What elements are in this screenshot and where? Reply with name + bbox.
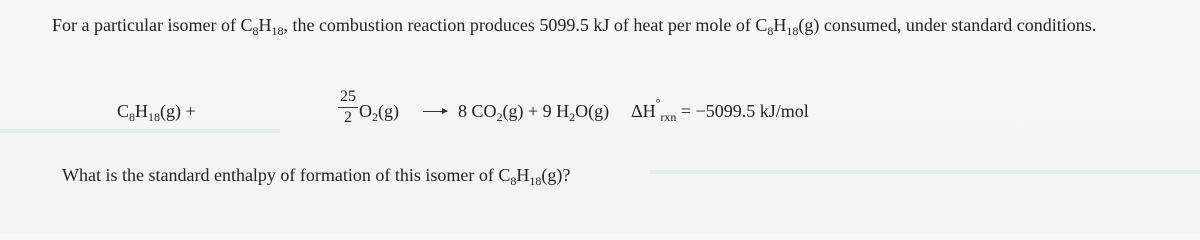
intro-text: H xyxy=(258,15,272,35)
delta-h-symbol: ΔH xyxy=(631,101,656,121)
fraction-numerator: 25 xyxy=(338,88,358,108)
problem-question: What is the standard enthalpy of formation of this isomer of $C_8H_{18}(g)$? xyxy=(62,165,571,188)
subscript: 18 xyxy=(786,24,799,38)
subscript: 18 xyxy=(271,24,284,38)
intro-text: For a particular isomer of C xyxy=(52,15,253,35)
intro-text: (g) consumed, under standard conditions. xyxy=(798,15,1097,35)
fraction-denominator: 2 xyxy=(344,109,352,126)
reactant-octane: $C_8H_{18}(g)$ + xyxy=(117,101,196,124)
problem-intro xyxy=(52,8,1182,42)
intro-text: , the combustion reaction produces 5099.5 kJ of heat per mole of C xyxy=(283,15,768,35)
reaction-enthalpy xyxy=(631,96,809,124)
reaction-subscript: rxn xyxy=(660,110,677,124)
enthalpy-value: = −5099.5 kJ/mol xyxy=(676,101,809,121)
subscript: 8 xyxy=(767,24,774,38)
combustion-equation xyxy=(117,88,877,138)
standard-state-symbol: ° xyxy=(655,96,661,110)
scan-artifact xyxy=(650,170,1200,174)
reactant-oxygen: $O_2(g)$ xyxy=(359,101,399,124)
oxygen-coefficient-fraction xyxy=(338,88,358,127)
subscript: 8 xyxy=(252,24,259,38)
reaction-arrow-icon xyxy=(423,111,447,112)
intro-text: H xyxy=(773,15,787,35)
reaction-products: 8 $CO_2(g) + 9$ $H_2O(g)$ xyxy=(458,101,610,124)
